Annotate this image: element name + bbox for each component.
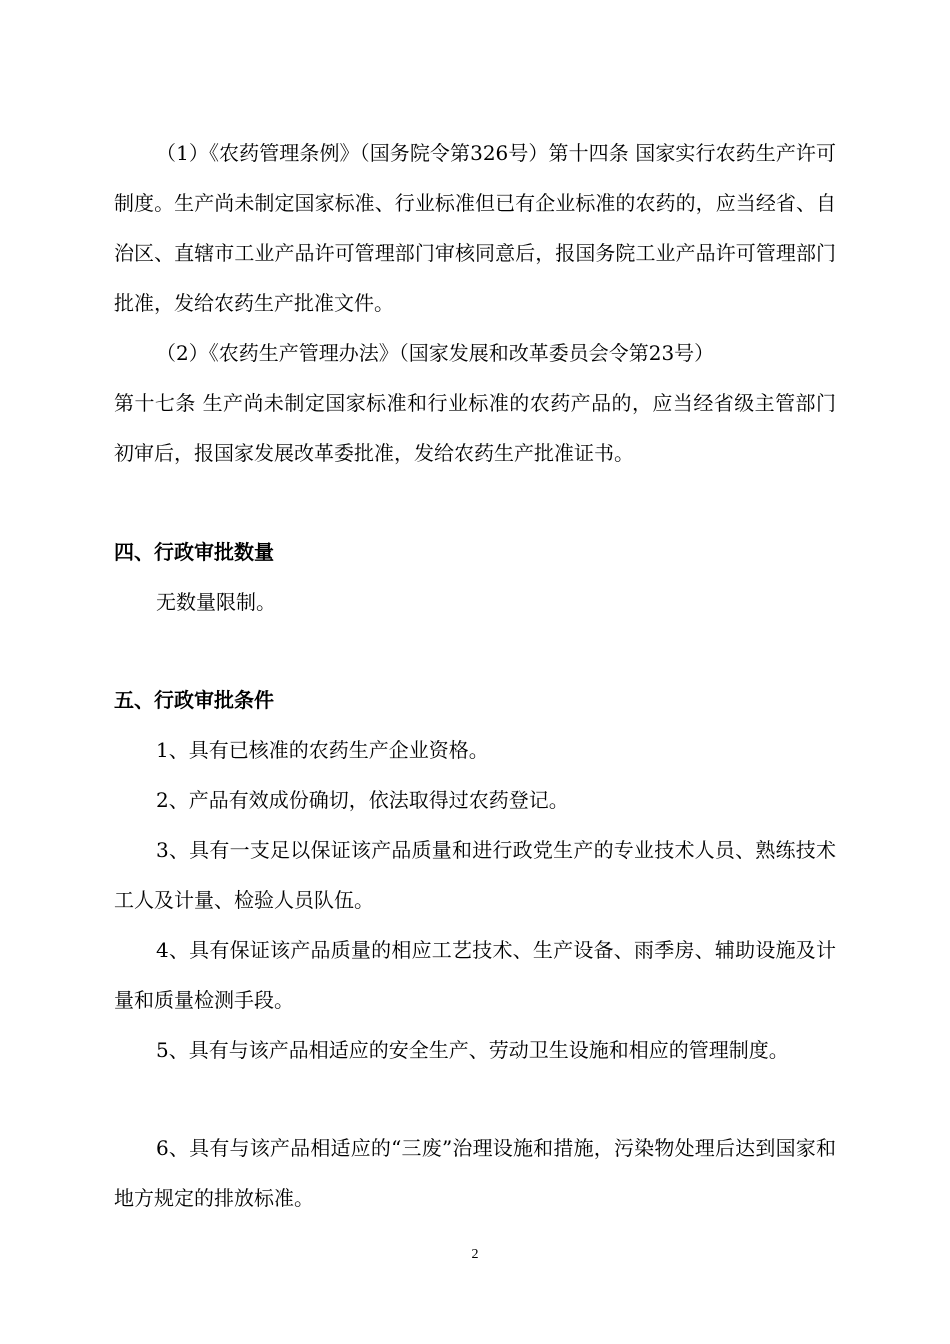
condition-item-4: 4、具有保证该产品质量的相应工艺技术、生产设备、雨季房、辅助设施及计量和质量检测手段。: [114, 938, 836, 1012]
condition-item-5: 5、具有与该产品相适应的安全生产、劳动卫生设施和相应的管理制度。: [156, 1038, 789, 1062]
condition-item-2: 2、产品有效成份确切，依法取得过农药登记。: [156, 788, 569, 812]
quantity-text: 无数量限制。: [156, 590, 276, 614]
page-number: 2: [471, 1247, 479, 1262]
section-heading-quantity: 四、行政审批数量: [114, 540, 274, 564]
condition-item-6: 6、具有与该产品相适应的“三废”治理设施和措施，污染物处理后达到国家和地方规定的排放标准。: [114, 1136, 836, 1210]
law-citation-1: （1）《农药管理条例》（国务院令第326号）第十四条 国家实行农药生产许可制度。生产尚未制定国家标准、行业标准但已有企业标准的农药的，应当经省、自治区、直辖市工业产品许可管理部门审核同意后，报国务院工业产品许可管理部门批准，发给农药生产批准文件。: [114, 141, 836, 315]
condition-item-1: 1、具有已核准的农药生产企业资格。: [156, 738, 489, 762]
condition-item-3: 3、具有一支足以保证该产品质量和进行政党生产的专业技术人员、熟练技术工人及计量、检验人员队伍。: [114, 838, 836, 912]
law-citation-2-title: （2）《农药生产管理办法》（国家发展和改革委员会令第23号）: [156, 341, 715, 365]
section-heading-conditions: 五、行政审批条件: [114, 688, 274, 712]
law-citation-2-body: 第十七条 生产尚未制定国家标准和行业标准的农药产品的，应当经省级主管部门初审后，报国家发展改革委批准，发给农药生产批准证书。: [114, 391, 836, 465]
